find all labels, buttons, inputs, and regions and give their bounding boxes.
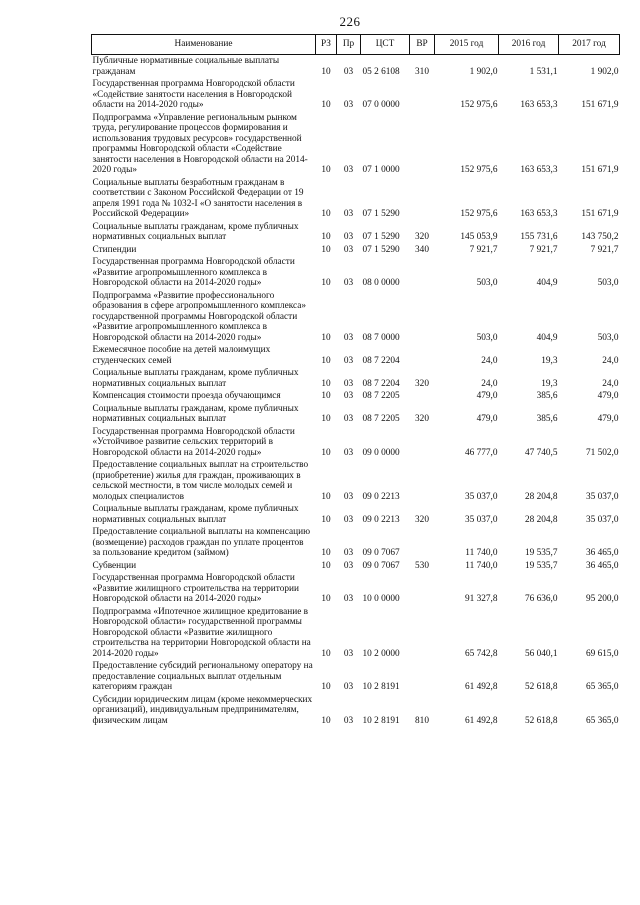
cell-rz: 10 <box>321 548 331 558</box>
header-vr: ВР <box>410 35 435 55</box>
cell-cst: 09 0 2213 <box>362 491 400 502</box>
cell-pr: 03 <box>343 648 354 659</box>
cell-2015: 11 740,0 <box>465 560 498 571</box>
cell-2016: 28 204,8 <box>524 514 558 525</box>
cell-rz: 10 <box>321 100 331 110</box>
cell-2017: 503,0 <box>597 278 619 288</box>
header-2017: 2017 год <box>559 35 620 55</box>
cell-pr: 03 <box>343 244 354 255</box>
cell-pr: 03 <box>343 491 354 502</box>
cell-2016: 52 618,8 <box>524 715 558 726</box>
cell-cst: 09 0 2213 <box>362 514 400 525</box>
cell-vr: 340 <box>415 244 429 255</box>
cell-vr <box>410 177 435 221</box>
cell-rz: 10 <box>321 447 331 458</box>
table-row <box>92 572 620 606</box>
cell-cst: 10 0 0000 <box>362 594 400 604</box>
cell-cst: 10 2 0000 <box>362 648 400 659</box>
cell-2016: 28 204,8 <box>524 491 558 502</box>
cell-vr <box>410 526 435 560</box>
cell-2017: 36 465,0 <box>585 548 619 558</box>
cell-name: Подпрограмма «Развитие профессионального образования в сфере агропромышленного комплекса» государственной программы Новгородской области «Развитие агропромышленного комплекса в Новгородской области на 2014-2020 годы» <box>92 290 307 343</box>
table-row <box>92 560 620 573</box>
cell-name: Подпрограмма «Ипотечное жилищное кредитование в Новгородской области» государственной программы Новгородской области «Развитие жилищного строительства на территории Новгородской области на 2014-2020 годы» <box>92 606 311 659</box>
table-row <box>92 344 620 367</box>
cell-cst: 07 0 0000 <box>362 100 400 110</box>
cell-2016: 19 535,7 <box>524 560 558 571</box>
cell-cst: 07 1 5290 <box>362 209 400 219</box>
cell-2016: 19,3 <box>541 378 558 389</box>
table-row <box>92 290 620 345</box>
cell-name: Социальные выплаты гражданам, кроме публичных нормативных социальных выплат <box>92 368 299 389</box>
cell-cst: 09 0 7067 <box>362 548 400 558</box>
cell-cst: 07 1 5290 <box>362 244 400 255</box>
cell-2016: 19,3 <box>541 355 558 366</box>
cell-cst: 09 0 7067 <box>362 560 400 571</box>
table-body <box>92 55 620 728</box>
table-row <box>92 426 620 460</box>
cell-cst: 08 0 0000 <box>362 278 400 288</box>
table-row <box>92 256 620 290</box>
cell-cst: 08 7 2205 <box>362 414 400 424</box>
cell-2016: 385,6 <box>536 391 558 401</box>
cell-vr <box>410 459 435 503</box>
cell-rz: 10 <box>321 165 331 175</box>
cell-2017: 479,0 <box>597 391 619 401</box>
header-pr: Пр <box>337 35 361 55</box>
cell-pr: 03 <box>343 278 354 288</box>
cell-2015: 479,0 <box>476 414 498 424</box>
cell-2015: 503,0 <box>476 278 498 288</box>
cell-vr: 310 <box>415 66 429 77</box>
cell-vr: 530 <box>415 560 429 571</box>
cell-2016: 1 531,1 <box>529 66 558 77</box>
cell-name: Подпрограмма «Управление региональным рынком труда, регулирование процессов формирования и использования трудовых ресурсов» государственной программы Новгородской области «Содействие занятости населения в Новгородской области на 2014-2020 годы» <box>92 112 308 175</box>
cell-rz: 10 <box>321 232 331 242</box>
cell-rz: 10 <box>321 414 331 424</box>
cell-name: Социальные выплаты безработным гражданам в соответствии с Законом Российской Федерации от 19 апреля 1991 года № 1032-I «О занятости населения в Российской Федерации» <box>92 177 304 219</box>
table-row <box>92 244 620 257</box>
cell-rz: 10 <box>321 66 331 77</box>
table-row <box>92 55 620 79</box>
cell-vr <box>410 344 435 367</box>
cell-2015: 91 327,8 <box>464 594 498 604</box>
cell-2017: 35 037,0 <box>585 491 619 502</box>
cell-2017: 1 902,0 <box>590 66 619 77</box>
table-row <box>92 526 620 560</box>
cell-rz: 10 <box>321 332 331 343</box>
cell-rz: 10 <box>321 391 331 401</box>
header-2015: 2015 год <box>435 35 499 55</box>
cell-name: Государственная программа Новгородской области «Устойчивое развитие сельских территорий в Новгородской области на 2014-2020 годы» <box>92 426 295 458</box>
cell-2016: 19 535,7 <box>524 548 558 558</box>
cell-vr <box>410 426 435 460</box>
cell-2015: 479,0 <box>476 391 498 401</box>
budget-table <box>91 34 620 727</box>
table-row <box>92 390 620 403</box>
header-name: Наименование <box>92 35 316 55</box>
cell-vr: 320 <box>415 232 429 242</box>
cell-2015: 152 975,6 <box>460 209 498 219</box>
cell-2016: 385,6 <box>536 414 558 424</box>
cell-name: Предоставление социальных выплат на строительство (приобретение) жилья для граждан, проживающих в сельской местности, в том числе молодых семей и молодых специалистов <box>92 460 309 502</box>
cell-2015: 152 975,6 <box>460 100 498 110</box>
cell-2016: 404,9 <box>536 278 558 288</box>
cell-2016: 7 921,7 <box>529 244 558 255</box>
cell-2016: 52 618,8 <box>524 682 558 692</box>
cell-2017: 151 671,9 <box>581 165 619 175</box>
cell-rz: 10 <box>321 355 331 366</box>
cell-2017: 24,0 <box>602 355 619 366</box>
cell-name: Социальные выплаты гражданам, кроме публичных нормативных социальных выплат <box>92 504 299 525</box>
cell-vr: 810 <box>415 715 429 726</box>
cell-cst: 08 7 0000 <box>362 332 400 343</box>
cell-pr: 03 <box>343 209 354 219</box>
cell-2015: 24,0 <box>481 355 498 366</box>
cell-2015: 503,0 <box>476 332 498 343</box>
cell-2017: 35 037,0 <box>585 514 619 525</box>
cell-name: Государственная программа Новгородской области «Развитие жилищного строительства на территории Новгородской области на 2014-2020 годы» <box>92 573 299 604</box>
cell-2015: 61 492,8 <box>464 682 498 692</box>
cell-cst: 08 7 2204 <box>362 378 400 389</box>
cell-name: Социальные выплаты гражданам, кроме публичных нормативных социальных выплат <box>92 221 299 242</box>
cell-2016: 56 040,1 <box>524 648 558 659</box>
cell-rz: 10 <box>321 715 331 726</box>
cell-rz: 10 <box>321 244 331 255</box>
cell-vr <box>410 660 435 694</box>
cell-pr: 03 <box>343 594 354 604</box>
cell-name: Предоставление субсидий региональному оператору на предоставление социальных выплат отдельным категориям граждан <box>92 661 313 692</box>
cell-2015: 35 037,0 <box>464 491 498 502</box>
table-row <box>92 112 620 177</box>
header-rz: РЗ <box>316 35 337 55</box>
cell-2017: 479,0 <box>597 414 619 424</box>
cell-2015: 145 053,9 <box>460 232 498 242</box>
cell-2017: 71 502,0 <box>585 447 619 458</box>
cell-rz: 10 <box>321 682 331 692</box>
cell-2017: 65 365,0 <box>585 715 619 726</box>
cell-cst: 07 1 0000 <box>362 165 400 175</box>
cell-2016: 76 636,0 <box>524 594 558 604</box>
cell-name: Государственная программа Новгородской области «Развитие агропромышленного комплекса в Новгородской области на 2014-2020 годы» <box>92 257 295 288</box>
header-cst: ЦСТ <box>361 35 410 55</box>
cell-2015: 152 975,6 <box>460 165 498 175</box>
cell-vr <box>410 290 435 345</box>
cell-vr <box>410 112 435 177</box>
cell-name: Субвенции <box>92 560 137 571</box>
cell-2015: 7 921,7 <box>469 244 498 255</box>
cell-2017: 69 615,0 <box>585 648 619 659</box>
table-row <box>92 503 620 526</box>
cell-rz: 10 <box>321 648 331 659</box>
cell-2017: 503,0 <box>597 332 619 343</box>
cell-rz: 10 <box>321 491 331 502</box>
cell-pr: 03 <box>343 391 354 401</box>
cell-pr: 03 <box>343 66 354 77</box>
cell-name: Государственная программа Новгородской области «Содействие занятости населения в Новгородской области на 2014-2020 годы» <box>92 79 295 110</box>
cell-2017: 143 750,2 <box>581 232 619 242</box>
cell-2017: 36 465,0 <box>585 560 619 571</box>
cell-name: Субсидии юридическим лицам (кроме некоммерческих организаций), индивидуальным предпринимателям, физическим лицам <box>92 694 313 726</box>
cell-2016: 163 653,3 <box>520 209 558 219</box>
cell-vr: 320 <box>415 378 429 389</box>
cell-cst: 07 1 5290 <box>362 232 400 242</box>
table-row <box>92 78 620 112</box>
cell-2015: 35 037,0 <box>464 514 498 525</box>
table-row <box>92 221 620 244</box>
cell-rz: 10 <box>321 209 331 219</box>
table-row <box>92 606 620 661</box>
cell-pr: 03 <box>343 447 354 458</box>
cell-rz: 10 <box>321 594 331 604</box>
cell-2017: 7 921,7 <box>590 244 619 255</box>
cell-cst: 05 2 6108 <box>362 66 400 77</box>
cell-rz: 10 <box>321 378 331 389</box>
table-row <box>92 403 620 426</box>
cell-2017: 65 365,0 <box>585 682 619 692</box>
cell-pr: 03 <box>343 232 354 242</box>
cell-pr: 03 <box>343 332 354 343</box>
cell-2015: 46 777,0 <box>464 447 498 458</box>
table-row <box>92 367 620 390</box>
table-row <box>92 660 620 694</box>
cell-vr <box>410 390 435 403</box>
cell-name: Публичные нормативные социальные выплаты гражданам <box>92 56 280 77</box>
cell-2017: 151 671,9 <box>581 209 619 219</box>
table-row <box>92 459 620 503</box>
cell-name: Ежемесячное пособие на детей малоимущих студенческих семей <box>92 345 271 366</box>
cell-cst: 10 2 8191 <box>362 682 400 692</box>
cell-rz: 10 <box>321 514 331 525</box>
cell-pr: 03 <box>343 548 354 558</box>
cell-cst: 08 7 2205 <box>362 391 400 401</box>
cell-pr: 03 <box>343 682 354 692</box>
cell-cst: 08 7 2204 <box>362 355 400 366</box>
table-row <box>92 177 620 221</box>
cell-pr: 03 <box>343 165 354 175</box>
cell-2016: 155 731,6 <box>520 232 558 242</box>
cell-pr: 03 <box>343 715 354 726</box>
table-header-row <box>92 35 620 55</box>
cell-rz: 10 <box>321 278 331 288</box>
cell-vr <box>410 256 435 290</box>
cell-name: Предоставление социальной выплаты на компенсацию (возмещение) расходов граждан по уплате процентов за пользование кредитом (займом) <box>92 527 311 558</box>
cell-2015: 61 492,8 <box>464 715 498 726</box>
cell-rz: 10 <box>321 560 331 571</box>
cell-2016: 404,9 <box>536 332 558 343</box>
cell-pr: 03 <box>343 414 354 424</box>
cell-2015: 65 742,8 <box>464 648 498 659</box>
cell-2016: 163 653,3 <box>520 100 558 110</box>
cell-2017: 24,0 <box>602 378 619 389</box>
cell-pr: 03 <box>343 514 354 525</box>
cell-pr: 03 <box>343 378 354 389</box>
page-number: 226 <box>339 14 361 29</box>
cell-vr: 320 <box>415 514 429 525</box>
cell-cst: 10 2 8191 <box>362 715 400 726</box>
cell-2015: 11 740,0 <box>465 548 498 558</box>
header-2016: 2016 год <box>499 35 559 55</box>
cell-vr <box>410 78 435 112</box>
cell-2016: 47 740,5 <box>524 447 558 458</box>
cell-name: Стипендии <box>92 244 137 255</box>
cell-pr: 03 <box>343 560 354 571</box>
cell-cst: 09 0 0000 <box>362 447 400 458</box>
table-row <box>92 694 620 728</box>
cell-pr: 03 <box>343 100 354 110</box>
cell-2015: 24,0 <box>481 378 498 389</box>
cell-pr: 03 <box>343 355 354 366</box>
cell-2017: 95 200,0 <box>585 594 619 604</box>
cell-vr <box>410 606 435 661</box>
cell-name: Компенсация стоимости проезда обучающимся <box>92 391 281 401</box>
cell-name: Социальные выплаты гражданам, кроме публичных нормативных социальных выплат <box>92 403 299 424</box>
cell-2015: 1 902,0 <box>469 66 498 77</box>
cell-vr: 320 <box>415 414 429 424</box>
cell-2016: 163 653,3 <box>520 165 558 175</box>
cell-2017: 151 671,9 <box>581 100 619 110</box>
cell-vr <box>410 572 435 606</box>
